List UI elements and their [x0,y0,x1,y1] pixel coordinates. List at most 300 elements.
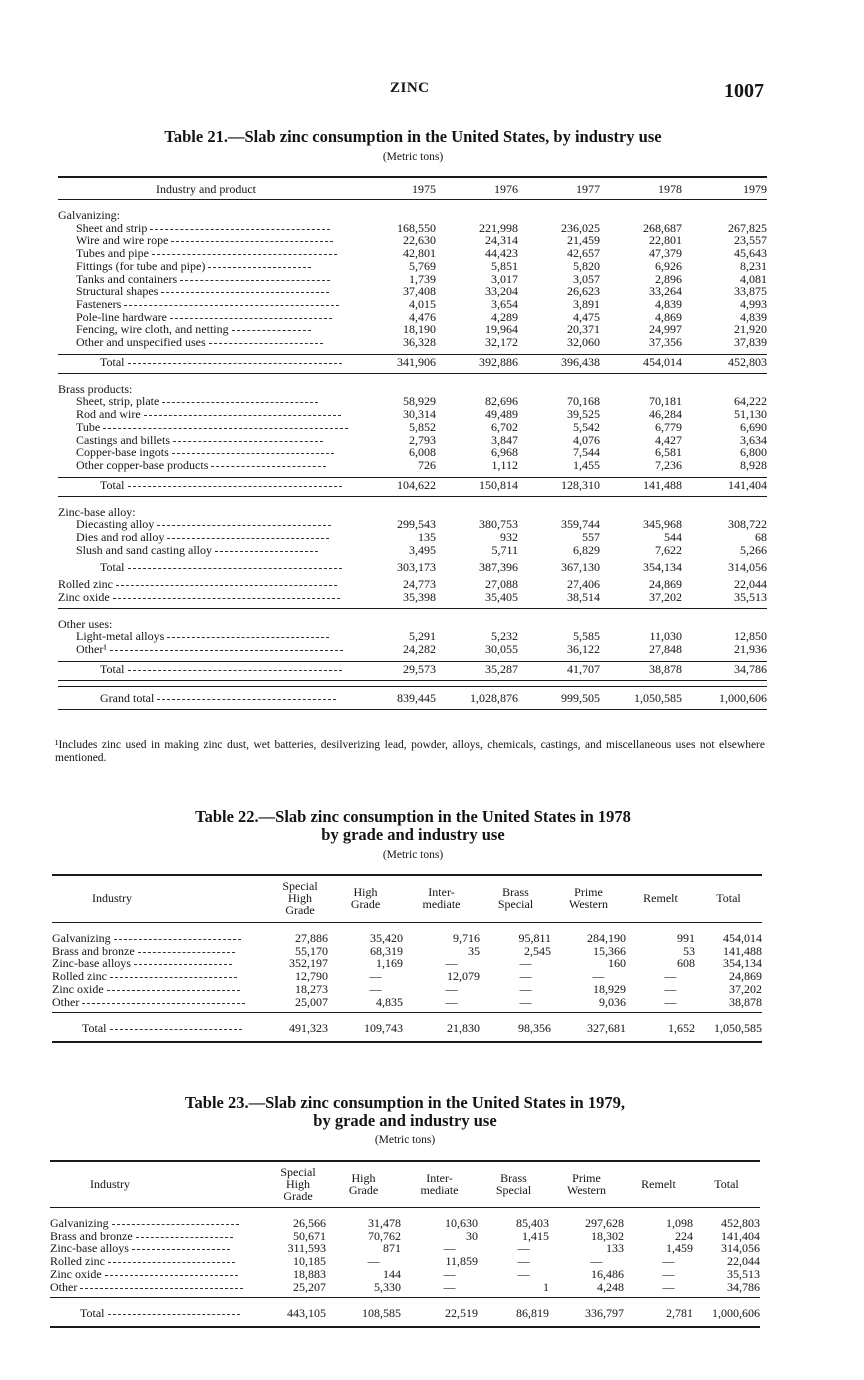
row-label-text: Structural shapes [76,284,159,299]
column-header: Industry [92,891,132,905]
value-cell: 12,850 [734,629,767,644]
column-header: Total [714,1177,739,1191]
value-cell [436,209,518,222]
table21-row [58,518,767,531]
t22-row [52,983,762,996]
table21-row [58,477,767,492]
row-label-text: Brass and bronze [52,943,135,958]
value-cell: 70,168 [567,394,600,409]
leader-dots [211,465,326,467]
value-cell: 22,630 [403,233,436,248]
value-cell: 4,076 [573,432,600,447]
value-cell: 46,284 [649,407,682,422]
value-cell: 341,906 [354,354,436,369]
value-cell: 27,886 [295,931,328,945]
row-label-text: Pole-line hardware [76,309,167,324]
value-cell: 39,525 [567,407,600,422]
value-cell: 18,883 [293,1266,326,1281]
row-label [58,561,354,574]
value-cell: 1,098 [666,1216,693,1230]
t23-row [50,1230,760,1243]
leader-dots [144,414,341,416]
leader-dots [157,524,331,526]
value-cell: 491,323 [289,1021,328,1036]
row-label-text: Galvanizing [50,1216,109,1230]
value-cell: 1,112 [491,457,518,472]
leader-dots [172,452,334,454]
value-cell: 22,519 [445,1306,478,1321]
row-label-text: Tube [76,419,101,434]
value-cell: 354,134 [643,560,682,575]
value-cell: 18,302 [591,1228,624,1243]
value-cell: 25,007 [295,994,328,1009]
value-cell: 4,248 [597,1279,624,1294]
value-cell: 3,017 [491,271,518,286]
value-cell: — [517,1266,530,1281]
value-cell: 19,964 [485,322,518,337]
row-label-text: Fasteners [76,296,122,311]
value-cell: 64,222 [734,394,767,409]
row-label-text: Brass and bronze [50,1228,133,1243]
value-cell: 144 [383,1266,401,1281]
value-cell: 1,000,606 [682,686,767,709]
value-cell: 68 [755,530,767,545]
value-cell: 6,008 [409,445,436,460]
row-label [58,686,354,709]
row-label-text: Total [100,560,125,575]
value-cell: 3,654 [491,296,518,311]
value-cell: 21,459 [567,233,600,248]
value-cell: 160 [608,956,626,971]
value-cell: 11,859 [445,1254,478,1269]
leader-dots [116,584,337,586]
value-cell: 4,475 [573,309,600,324]
t22-row [52,932,762,945]
value-cell: — [662,1254,675,1269]
value-cell: 68,319 [370,943,403,958]
value-cell: 9,036 [599,994,626,1009]
value-cell: 86,819 [516,1306,549,1321]
value-cell: 95,811 [518,931,551,945]
leader-dots [161,291,329,293]
row-label-text: Other and unspecified uses [76,335,206,350]
row-label-text: Tanks and containers [76,271,178,286]
row-label-text: Wire and wire rope [76,233,169,248]
value-cell: 991 [677,931,695,945]
table23-unit: (Metric tons) [374,1134,436,1146]
leader-dots [232,329,311,331]
row-label-text: Light-metal alloys [76,629,165,644]
value-cell: 98,356 [518,1021,551,1036]
leader-dots [138,951,236,953]
table23-header [50,1163,760,1205]
year-header: 1978 [658,182,682,196]
value-cell: 37,202 [649,589,682,604]
leader-dots [162,401,318,403]
leader-dots [107,989,240,991]
value-cell: 24,773 [403,577,436,592]
row-label [58,336,354,349]
value-cell: — [664,994,677,1009]
value-cell: — [664,969,677,984]
value-cell: 108,585 [362,1306,401,1321]
value-cell: 5,232 [491,629,518,644]
spacer-row [58,373,767,383]
t22-header-row [52,877,762,919]
table21-row [58,459,767,472]
value-cell: 4,839 [655,296,682,311]
value-cell: 2,896 [655,271,682,286]
value-cell: — [519,956,532,971]
value-cell: 1,739 [409,271,436,286]
leader-dots [157,698,336,700]
value-cell [600,209,682,222]
value-cell: 297,628 [585,1216,624,1230]
value-cell: 10,185 [293,1254,326,1269]
row-label-text: Fencing, wire cloth, and netting [76,322,229,337]
column-header: Inter- mediate [422,885,461,911]
leader-dots [113,597,340,599]
row-label-text: Zinc-base alloy: [58,504,136,519]
table23-header-rule [50,1207,760,1208]
value-cell: 45,643 [734,246,767,261]
t23-header-row [50,1163,760,1205]
table22-title-line2: by grade and industry use [321,825,505,844]
table21-row [58,561,767,574]
value-cell: 1,169 [376,956,403,971]
column-header: Prime Western [568,885,609,911]
column-header: Total [716,891,741,905]
value-cell: 24,997 [649,322,682,337]
value-cell: 70,762 [368,1228,401,1243]
row-label [52,996,272,1009]
value-cell: 49,489 [485,407,518,422]
value-cell: 359,744 [561,517,600,532]
row-label-text: Sheet and strip [76,220,148,235]
value-cell: 38,514 [567,589,600,604]
leader-dots [114,938,241,940]
value-cell: 9,716 [453,931,480,945]
value-cell: 42,657 [567,246,600,261]
t23-row [50,1268,760,1281]
value-cell: 37,408 [403,284,436,299]
row-label [50,1298,270,1321]
leader-dots [136,1236,234,1238]
leader-dots [103,427,347,429]
row-label-text: Slush and sand casting alloy [76,542,212,557]
t22-row [52,945,762,958]
row-label-text: Total [100,477,125,492]
value-cell: 23,557 [734,233,767,248]
value-cell: 327,681 [587,1021,626,1036]
row-label-text: Copper-base ingots [76,445,169,460]
row-label-text: Galvanizing [52,931,111,945]
value-cell: 2,545 [524,943,551,958]
value-cell: — [517,1241,530,1256]
value-cell: 6,702 [491,419,518,434]
table21-row [58,336,767,349]
row-label-text: Sheet, strip, plate [76,394,160,409]
leader-dots [128,485,343,487]
value-cell: 16,486 [591,1266,624,1281]
value-cell [682,209,767,222]
value-cell: 12,079 [447,969,480,984]
table21-row [58,544,767,557]
spacer-cell [58,608,767,618]
value-cell: 27,406 [567,577,600,592]
value-cell: 38,878 [729,994,762,1009]
row-label [50,1268,270,1281]
column-header: Remelt [643,891,678,905]
value-cell: 284,190 [587,931,626,945]
value-cell: 4,839 [740,309,767,324]
value-cell: 21,936 [734,641,767,656]
value-cell: 24,869 [729,969,762,984]
value-cell: 3,891 [573,296,600,311]
row-label-text: Brass products: [58,381,133,396]
value-cell: 22,044 [734,577,767,592]
row-label-text: Rolled zinc [52,969,107,984]
value-cell: 35,405 [485,589,518,604]
value-cell: 27,848 [649,641,682,656]
year-header: 1976 [494,182,518,196]
value-cell: 303,173 [397,560,436,575]
value-cell: 32,060 [567,335,600,350]
value-cell: 36,328 [403,335,436,350]
value-cell: 354,134 [723,956,762,971]
value-cell: 47,379 [649,246,682,261]
value-cell: 4,476 [409,309,436,324]
t23-total-row [50,1298,760,1321]
t23-row [50,1242,760,1255]
value-cell: 4,869 [655,309,682,324]
value-cell: 2,781 [666,1306,693,1321]
table21-title: Table 21.—Slab zinc consumption in the United States, by industry use [164,127,662,146]
value-cell: 141,404 [682,477,767,492]
column-header: Brass Special [495,1171,532,1197]
spacer-cell [58,496,767,506]
row-label [52,983,272,996]
value-cell: 12,790 [295,969,328,984]
value-cell: 5,711 [491,542,518,557]
value-cell: 396,438 [518,354,600,369]
value-cell: 33,264 [649,284,682,299]
value-cell: 104,622 [354,477,436,492]
value-cell: 30,055 [485,641,518,656]
leader-dots [108,1261,235,1263]
value-cell: 6,829 [573,542,600,557]
value-cell: 150,814 [436,477,518,492]
value-cell: 42,801 [403,246,436,261]
column-header: Prime Western [566,1171,607,1197]
value-cell: 221,998 [479,220,518,235]
row-label-text: Other [50,1279,78,1294]
value-cell: — [662,1279,675,1294]
value-cell: 58,929 [403,394,436,409]
row-label [58,544,354,557]
row-label-text: Other [52,994,80,1009]
value-cell: — [369,981,382,996]
value-cell: 726 [418,457,436,472]
value-cell: 1,455 [573,457,600,472]
value-cell: 82,696 [485,394,518,409]
value-cell: 380,753 [479,517,518,532]
value-cell: 141,488 [723,943,762,958]
leader-dots [180,279,330,281]
leader-dots [110,649,343,651]
table21-row [58,643,767,656]
value-cell: 18,273 [295,981,328,996]
value-cell: 8,928 [740,457,767,472]
leader-dots [170,317,332,319]
leader-dots [128,567,343,569]
value-cell: 392,886 [436,354,518,369]
value-cell: — [592,969,605,984]
row-label-text: Fittings (for tube and pipe) [76,258,206,273]
table23-bottom-rule [50,1326,760,1328]
page-number: 1007 [724,80,764,102]
value-cell: 1,000,606 [712,1306,760,1321]
value-cell: — [590,1254,603,1269]
value-cell: 443,105 [287,1306,326,1321]
row-label-text: Galvanizing: [58,208,120,222]
leader-dots [167,537,329,539]
value-cell: 454,014 [600,354,682,369]
leader-dots [112,1223,239,1225]
table22-unit: (Metric tons) [382,849,444,861]
value-cell: 22,044 [727,1254,760,1269]
value-cell: 236,025 [561,220,600,235]
value-cell: 3,057 [573,271,600,286]
row-label-text: Zinc-base alloys [52,956,131,971]
value-cell: 5,266 [740,542,767,557]
value-cell: 452,803 [682,354,767,369]
value-cell: 34,786 [682,661,767,676]
value-cell: 141,404 [721,1228,760,1243]
value-cell: 32,172 [485,335,518,350]
row-label-text: Other¹ [76,641,107,656]
leader-dots [150,228,330,230]
value-cell: 4,015 [409,296,436,311]
value-cell: 299,543 [397,517,436,532]
value-cell: 387,396 [479,560,518,575]
value-cell: 5,852 [409,419,436,434]
value-cell: 38,878 [600,661,682,676]
leader-dots [167,636,329,638]
value-cell: 7,544 [573,445,600,460]
value-cell: 30 [466,1228,478,1243]
row-label-text: Zinc-base alloys [50,1241,129,1256]
value-cell: 35 [468,943,480,958]
value-cell: 839,445 [354,686,436,709]
row-label [58,408,354,421]
value-cell: 4,993 [740,296,767,311]
value-cell: 224 [675,1228,693,1243]
value-cell: 336,797 [585,1306,624,1321]
value-cell: 871 [383,1241,401,1256]
row-label-text: Other uses: [58,616,113,631]
leader-dots [128,362,343,364]
row-label-text: Grand total [100,690,155,705]
value-cell: 6,690 [740,419,767,434]
t23-row [50,1281,760,1294]
table21-row [58,661,767,676]
value-cell [354,209,436,222]
value-cell: 35,420 [370,931,403,945]
value-cell: 31,478 [368,1216,401,1230]
table21 [58,209,767,710]
value-cell: — [662,1266,675,1281]
value-cell: 24,314 [485,233,518,248]
value-cell: — [443,1266,456,1281]
value-cell: 53 [683,943,695,958]
value-cell: 1,415 [522,1228,549,1243]
table21-column-header: Industry and product [156,182,256,196]
value-cell: 4,289 [491,309,518,324]
value-cell: 1,050,585 [600,686,682,709]
row-label-text: Rolled zinc [50,1254,105,1269]
value-cell: 3,847 [491,432,518,447]
value-cell: — [369,969,382,984]
leader-dots [128,669,343,671]
value-cell: 608 [677,956,695,971]
value-cell: — [367,1254,380,1269]
row-label-text: Tubes and pipe [76,246,149,261]
table22-title-line1: Table 22.—Slab zinc consumption in the United States in 1978 [195,807,631,826]
value-cell: 37,202 [729,981,762,996]
row-label [58,661,354,676]
value-cell: 5,769 [409,258,436,273]
column-header: Special High Grade [280,1165,316,1203]
column-header: Brass Special [497,885,534,911]
value-cell: 10,630 [445,1216,478,1230]
value-cell: 51,130 [734,407,767,422]
value-cell: 21,830 [447,1021,480,1036]
row-label-text: Rolled zinc [58,577,113,592]
table22-header-rule [52,922,762,923]
value-cell: 41,707 [518,661,600,676]
value-cell: 18,190 [403,322,436,337]
t22-total-row [52,1013,762,1036]
value-cell: — [445,981,458,996]
value-cell: — [519,969,532,984]
table23-title-line1: Table 23.—Slab zinc consumption in the United States in 1979, [185,1093,625,1112]
value-cell: 6,800 [740,445,767,460]
value-cell: 26,566 [293,1216,326,1230]
value-cell: 5,851 [491,258,518,273]
row-label-text: Dies and rod alloy [76,530,165,545]
value-cell: 21,920 [734,322,767,337]
table21-header-rule [58,199,767,200]
leader-dots [134,963,232,965]
t23-row [50,1255,760,1268]
value-cell: 544 [664,530,682,545]
value-cell: 1,459 [666,1241,693,1256]
running-header: ZINC [390,80,430,96]
leader-dots [132,1248,230,1250]
table21-row [58,578,767,591]
value-cell: 999,505 [518,686,600,709]
value-cell: 37,356 [649,335,682,350]
row-label [58,643,354,656]
value-cell: 128,310 [518,477,600,492]
value-cell: 5,542 [573,419,600,434]
value-cell: 34,786 [727,1279,760,1294]
value-cell: 3,495 [409,542,436,557]
value-cell: 5,330 [374,1279,401,1294]
row-label-text: Diecasting alloy [76,517,155,532]
table22 [52,932,762,1035]
